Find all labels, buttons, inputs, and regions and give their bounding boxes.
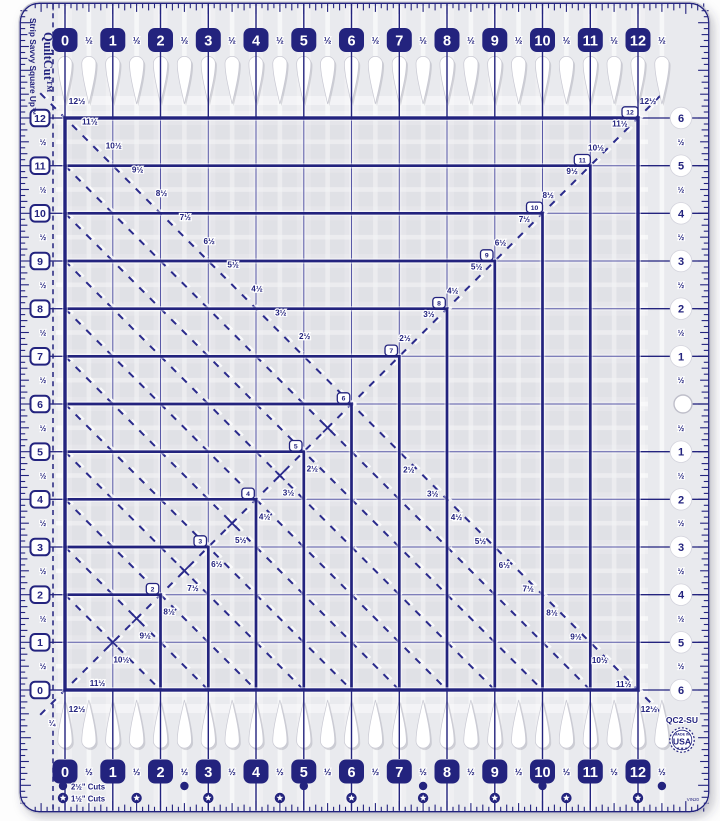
top-scale-half: ½ bbox=[276, 35, 284, 46]
left-scale-number: 5 bbox=[37, 446, 43, 459]
corner-marker-number: 10 bbox=[530, 204, 539, 212]
bottom-scale-number: 7 bbox=[395, 764, 404, 781]
bottom-scale-half: ½ bbox=[467, 767, 475, 777]
emblem-main-text: USA bbox=[672, 736, 692, 747]
diagonal-size-label-upper-left: 10½ bbox=[105, 141, 122, 151]
bottom-scale-number: 12 bbox=[629, 764, 647, 781]
diagonal-size-label-lower-right: 4½ bbox=[450, 513, 463, 523]
top-scale-half: ½ bbox=[180, 35, 189, 46]
bottom-scale-number: 4 bbox=[251, 764, 261, 781]
corner-marker-number: 8 bbox=[437, 300, 441, 308]
bottom-scale-number: 10 bbox=[534, 764, 551, 781]
top-scale-half: ½ bbox=[514, 35, 523, 46]
diagonal-size-label-lower-left: 9½ bbox=[139, 631, 151, 641]
top-scale-number: 3 bbox=[204, 33, 213, 50]
diagonal-size-label-upper-right: 3½ bbox=[423, 310, 435, 320]
emblem-top-text: MADE IN bbox=[674, 732, 690, 737]
bottom-scale-number: 2 bbox=[156, 764, 165, 781]
diagonal-size-label-lower-right: 11½ bbox=[615, 680, 632, 690]
legend-1half-cuts: 1½" Cuts bbox=[71, 794, 106, 804]
corner-marker-number: 6 bbox=[341, 395, 346, 403]
hanging-hole bbox=[674, 395, 692, 413]
diagonal-size-label-upper-left: 11½ bbox=[82, 117, 98, 127]
top-scale-number: 10 bbox=[534, 33, 551, 50]
top-scale-number: 5 bbox=[299, 33, 308, 50]
left-scale-half: ½ bbox=[39, 233, 47, 243]
right-scale-number: 6 bbox=[677, 685, 685, 697]
top-scale-half: ½ bbox=[658, 35, 666, 46]
diagonal-size-label-lower-left: 6½ bbox=[211, 560, 223, 569]
diagonal-size-label-upper-right: 2½ bbox=[399, 334, 411, 343]
top-scale-number: 1 bbox=[108, 33, 117, 50]
top-scale-half: ½ bbox=[228, 35, 236, 46]
batch-code: VIN20 bbox=[686, 797, 699, 802]
left-scale-number: 11 bbox=[34, 160, 46, 173]
corner-marker-number: 7 bbox=[389, 347, 394, 355]
left-scale-number: 2 bbox=[37, 589, 43, 602]
top-scale-number: 2 bbox=[156, 33, 165, 50]
bottom-scale-half: ½ bbox=[132, 767, 141, 777]
right-scale-half: ½ bbox=[677, 423, 685, 433]
diagonal-size-label-upper-right: 4½ bbox=[447, 286, 459, 296]
right-scale-number: 3 bbox=[677, 256, 685, 268]
diagonal-size-label-upper-left: 2½ bbox=[299, 332, 311, 342]
bottom-scale-half: ½ bbox=[276, 767, 284, 777]
left-scale-half: ½ bbox=[39, 471, 47, 481]
diagonal-size-label-upper-left: 7½ bbox=[179, 212, 191, 222]
bottom-scale-half: ½ bbox=[228, 767, 236, 777]
diagonal-size-label-lower-left: 5½ bbox=[235, 536, 247, 546]
made-in-usa-emblem bbox=[670, 728, 694, 752]
corner-marker-number: 2 bbox=[150, 586, 155, 594]
bottom-scale-number: 8 bbox=[442, 764, 452, 781]
left-scale-half: ½ bbox=[39, 423, 47, 433]
right-scale-number: 1 bbox=[677, 446, 685, 459]
right-scale-half: ½ bbox=[677, 519, 685, 529]
diagonal-size-label-lower-left: 3½ bbox=[282, 488, 295, 498]
right-scale-number: 1 bbox=[677, 351, 685, 364]
bottom-scale-number: 3 bbox=[204, 764, 213, 781]
top-scale-number: 7 bbox=[395, 33, 404, 50]
diagonal-size-label-upper-right: 6½ bbox=[494, 238, 507, 248]
right-scale-number: 2 bbox=[677, 303, 685, 316]
bottom-scale-half: ½ bbox=[180, 767, 189, 777]
bottom-scale-number: 6 bbox=[347, 764, 356, 781]
right-scale-half: ½ bbox=[677, 137, 685, 147]
bottom-scale-number: 11 bbox=[582, 764, 598, 781]
left-scale-number: 1 bbox=[37, 637, 43, 650]
left-scale-half: ½ bbox=[39, 328, 47, 338]
left-scale-half: ½ bbox=[39, 376, 47, 386]
diagonal-size-label-lower-left: 8½ bbox=[163, 607, 175, 617]
bottom-scale-half: ½ bbox=[514, 767, 523, 777]
top-scale-number: 6 bbox=[347, 33, 356, 50]
dot-icon bbox=[538, 782, 546, 790]
product-code: QC2-SU bbox=[665, 715, 698, 725]
diagonal-size-label-upper-right: 11½ bbox=[612, 119, 628, 129]
bottom-scale-number: 5 bbox=[299, 764, 308, 781]
left-scale-half: ½ bbox=[39, 280, 47, 290]
left-scale-number: 10 bbox=[34, 208, 46, 221]
bottom-scale-half: ½ bbox=[658, 767, 666, 777]
brand-name: QuiltCut™ bbox=[41, 32, 55, 93]
top-scale-half: ½ bbox=[371, 35, 380, 46]
right-scale-number: 4 bbox=[677, 208, 685, 221]
top-scale-number: 8 bbox=[442, 33, 452, 50]
diagonal-size-label-upper-left: 3½ bbox=[275, 308, 287, 318]
top-scale-number: 12 bbox=[629, 33, 647, 50]
left-scale-number: 4 bbox=[37, 494, 43, 507]
corner-marker-number: 4 bbox=[246, 490, 250, 498]
corner-marker-number: 9 bbox=[484, 252, 489, 260]
dot-icon bbox=[419, 782, 427, 790]
diagonal-size-label-lower-right: 7½ bbox=[522, 584, 534, 594]
right-scale-half: ½ bbox=[677, 662, 685, 672]
left-scale-number: 12 bbox=[34, 112, 46, 125]
left-scale-half: ½ bbox=[39, 519, 47, 529]
bottom-scale-number: 9 bbox=[490, 764, 499, 781]
right-scale-number: 5 bbox=[677, 637, 685, 650]
right-scale-half: ½ bbox=[677, 233, 685, 243]
diagonal-size-label-lower-right: 8½ bbox=[546, 608, 558, 618]
diagonal-size-label-lower-left: 10½ bbox=[113, 655, 130, 665]
bottom-scale-number: 1 bbox=[108, 764, 117, 781]
bottom-scale-half: ½ bbox=[323, 767, 332, 777]
diagonal-size-label-upper-left: 5½ bbox=[227, 260, 239, 270]
top-scale-number: 0 bbox=[60, 33, 70, 50]
right-scale-number: 2 bbox=[677, 494, 685, 507]
top-scale-half: ½ bbox=[562, 35, 571, 46]
right-scale-half: ½ bbox=[677, 280, 685, 290]
corner-marker-number: 12 bbox=[626, 109, 634, 117]
diagonal-size-label-upper-left: 6½ bbox=[203, 236, 215, 246]
corner-marker-number: 11 bbox=[578, 157, 586, 165]
right-scale-number: 5 bbox=[677, 160, 685, 173]
right-scale-half: ½ bbox=[677, 614, 685, 624]
top-scale-half: ½ bbox=[132, 35, 141, 46]
full-size-label: 12½ bbox=[68, 95, 86, 106]
diagonal-size-label-upper-left: 9½ bbox=[131, 165, 144, 175]
diagonal-size-label-lower-right: 3½ bbox=[427, 489, 439, 499]
left-scale-number: 8 bbox=[37, 303, 43, 316]
top-scale-number: 4 bbox=[251, 33, 261, 50]
left-scale-number: 9 bbox=[37, 255, 43, 268]
right-scale-half: ½ bbox=[677, 185, 685, 195]
left-scale-half: ½ bbox=[39, 185, 47, 195]
top-scale-half: ½ bbox=[610, 35, 618, 46]
diagonal-size-label-lower-left: 7½ bbox=[187, 583, 199, 593]
left-scale-number: 6 bbox=[37, 398, 43, 411]
bottom-scale-number: 0 bbox=[60, 764, 70, 781]
corner-marker-number: 5 bbox=[293, 443, 298, 451]
diagonal-size-label-lower-right: 10½ bbox=[591, 656, 608, 666]
dot-icon bbox=[300, 782, 308, 790]
diagonal-size-label-upper-right: 9½ bbox=[566, 167, 578, 177]
left-scale-half: ½ bbox=[39, 137, 47, 147]
dot-icon bbox=[658, 782, 666, 790]
diagonal-size-label-lower-left: 4½ bbox=[258, 512, 271, 522]
quarter-label: ¼ bbox=[48, 719, 56, 728]
full-size-label: 12½ bbox=[640, 703, 658, 714]
full-size-label: 12½ bbox=[639, 95, 657, 106]
top-scale-number: 9 bbox=[490, 33, 499, 50]
bottom-scale-half: ½ bbox=[371, 767, 380, 777]
left-scale-half: ½ bbox=[39, 566, 47, 576]
right-scale-half: ½ bbox=[677, 566, 685, 576]
left-scale-half: ½ bbox=[39, 662, 47, 672]
dot-icon bbox=[180, 782, 188, 790]
diagonal-size-label-upper-right: 5½ bbox=[470, 262, 483, 272]
brand-tagline: Strip Savvy Square Up™ bbox=[28, 18, 38, 116]
bottom-scale-half: ½ bbox=[85, 767, 93, 777]
diagonal-size-label-lower-right: 9½ bbox=[570, 632, 582, 642]
emblem-stars: ★ ★ ★ bbox=[676, 746, 688, 751]
diagonal-size-label-lower-right: 5½ bbox=[474, 537, 487, 547]
top-scale-half: ½ bbox=[85, 35, 93, 46]
diagonal-size-label-lower-right: 2½ bbox=[403, 465, 415, 475]
left-scale-number: 3 bbox=[37, 541, 43, 554]
top-scale-half: ½ bbox=[467, 35, 475, 46]
right-scale-number: 4 bbox=[677, 589, 685, 602]
right-scale-number: 3 bbox=[677, 542, 685, 554]
bottom-scale-half: ½ bbox=[562, 767, 571, 777]
legend-2half-cuts: 2½" Cuts bbox=[71, 782, 106, 792]
bottom-scale-half: ½ bbox=[419, 767, 427, 777]
left-scale-number: 7 bbox=[37, 351, 43, 364]
diagonal-size-label-upper-right: 8½ bbox=[542, 191, 554, 200]
diagonal-size-label-lower-left: 11½ bbox=[89, 679, 106, 689]
diagonal-size-label-lower-right: 6½ bbox=[498, 560, 510, 570]
bottom-scale-half: ½ bbox=[610, 767, 618, 777]
left-scale-half: ½ bbox=[39, 614, 47, 624]
diagonal-size-label-upper-right: 10½ bbox=[588, 143, 604, 153]
corner-marker-number: 3 bbox=[198, 538, 203, 546]
full-size-label: 12½ bbox=[68, 703, 86, 714]
diagonal-size-label-upper-left: 4½ bbox=[251, 284, 263, 294]
top-scale-number: 11 bbox=[582, 33, 598, 50]
left-scale-number: 0 bbox=[37, 684, 43, 697]
top-scale-half: ½ bbox=[323, 35, 332, 46]
diagonal-size-label-lower-left: 2½ bbox=[306, 464, 318, 474]
diagonal-size-label-upper-left: 8½ bbox=[155, 189, 168, 199]
right-scale-half: ½ bbox=[677, 471, 685, 481]
right-scale-number: 6 bbox=[677, 113, 685, 125]
right-scale-half: ½ bbox=[677, 328, 685, 338]
diagonal-size-label-upper-right: 7½ bbox=[518, 214, 531, 224]
top-scale-half: ½ bbox=[419, 35, 427, 46]
dot-icon bbox=[59, 782, 67, 790]
right-scale-half: ½ bbox=[677, 376, 685, 386]
